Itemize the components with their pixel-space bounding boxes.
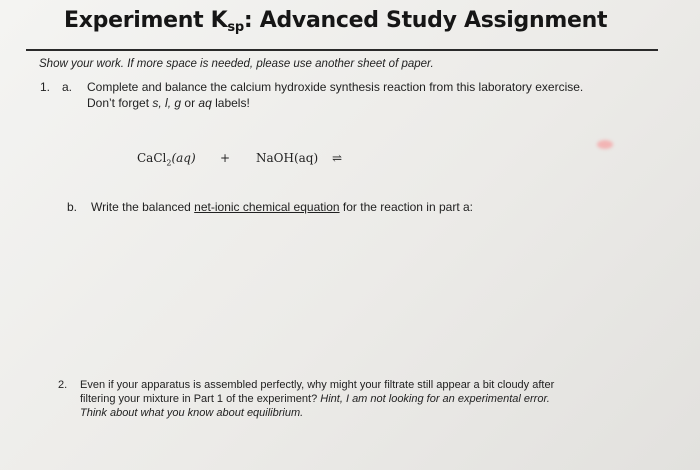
plus-sign: +: [220, 151, 231, 165]
equilibrium-arrow: ⇌: [332, 151, 343, 165]
title-subscript: sp: [227, 20, 244, 35]
instructions: Show your work. If more space is needed, please use another sheet of paper.: [39, 58, 434, 70]
page-title: Experiment $K_{sp}$: Advanced Study Assignment: [64, 8, 608, 35]
question-2-line-2: filtering your mixture in Part 1 of the experiment? Hint, I am not looking for an experimental error.: [80, 393, 550, 405]
question-1-number: 1.: [40, 80, 51, 94]
question-1b-text: Write the balanced net-ionic chemical equation for the reaction in part a:: [91, 200, 473, 214]
reactant-naoh: NaOH(aq): [256, 151, 319, 165]
reactant-cacl2: CaCl$_2$(aq): [137, 151, 196, 168]
question-2-number: 2.: [58, 379, 68, 391]
title-divider: [26, 49, 658, 51]
question-1b-letter: b.: [67, 200, 78, 214]
question-1a-reminder: Don’t forget s, l, g or aq labels!: [87, 96, 250, 110]
question-2-line-1: Even if your apparatus is assembled perfectly, why might your filtrate still appear a bit cloudy after: [80, 379, 555, 391]
question-2-line-3: Think about what you know about equilibrium.: [80, 407, 304, 419]
question-1a-text: Complete and balance the calcium hydroxide synthesis reaction from this laboratory exercise.: [87, 80, 584, 94]
pink-mark: [597, 140, 613, 149]
question-1a-letter: a.: [62, 80, 73, 94]
